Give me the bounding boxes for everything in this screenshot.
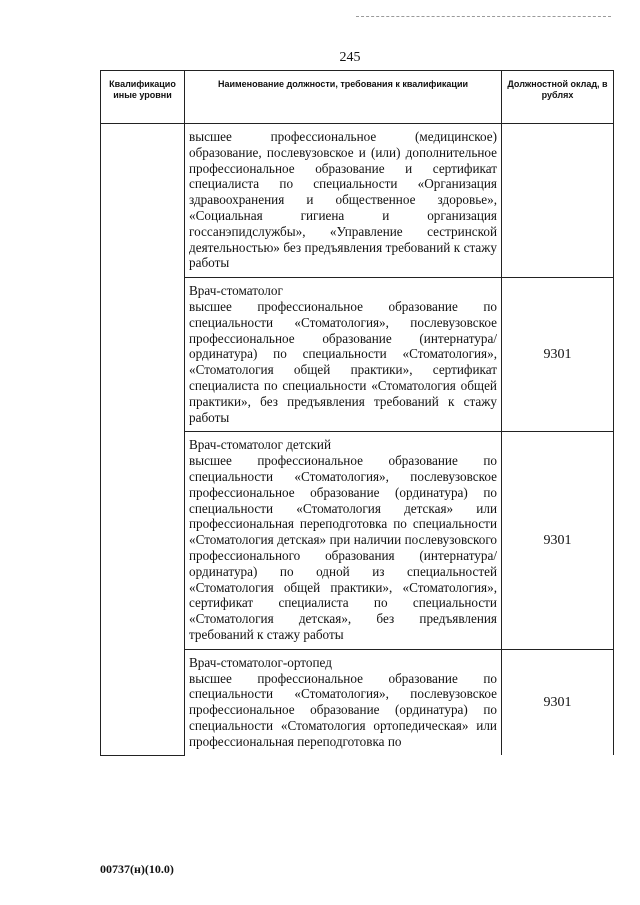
salary-cell: 9301 [502,649,614,755]
document-code: 00737(н)(10.0) [100,862,174,876]
position-title: Врач-стоматолог детский [189,437,332,453]
salary-cell [502,124,614,278]
salary-cell: 9301 [502,278,614,432]
requirements-text: высшее профессиональное (медицинское) образование, послевузовское и (или) дополнительное профессиональное образование и сертификат специалиста по специальности «Организация здравоохранения и общественное здоровье», «Социальная гигиена и организация госсанэпидслужбы», «Управление сестринской деятельностью» без предъявления требований к стажу работы [189,129,497,271]
header-salary: Должностной оклад, в рублях [502,71,614,124]
salary-cell: 9301 [502,432,614,649]
position-title: Врач-стоматолог-ортопед [189,654,332,670]
header-position-requirements: Наименование должности, требования к квалификации [185,71,502,124]
position-cell [185,649,502,755]
page-number: 245 [339,50,361,65]
position-title: Врач-стоматолог [189,283,283,299]
requirements-text: высшее профессиональное образование по специальности «Стоматология», послевузовское профессиональное образование (ординатура) по специальности «Стоматология детская» или профессиональная переподготовка по специальности «Стоматология детская» при наличии послевузовского профессионального образования (интернатура/ординатура) по одной из специальностей «Стоматология общей практики», «Стоматология», сертификат специалиста по специальности «Стоматология детская», без предъявления требований к стажу работы [189,453,497,642]
table-row [101,124,614,278]
top-margin-line [356,16,611,17]
qualification-table [100,70,614,756]
position-cell [185,278,502,432]
header-qualification-level: Квалификацио иные уровни [101,71,185,124]
requirements-text: высшее профессиональное образование по специальности «Стоматология», послевузовское профессиональное образование (интернатура/ординатура) по специальности «Стоматология», «Стоматология общей практики», сертификат специалиста по специальности «Стоматология общей практики», без предъявления требований к стажу работы [189,298,497,425]
table-header-row [101,71,614,124]
level-cell [101,124,185,756]
position-cell [185,432,502,649]
requirements-text: высшее профессиональное образование по специальности «Стоматология», послевузовское профессиональное образование (ординатура) по специальности «Стоматология ортопедическая» или профессиональная переподготовка по [189,670,497,749]
position-cell [185,124,502,278]
